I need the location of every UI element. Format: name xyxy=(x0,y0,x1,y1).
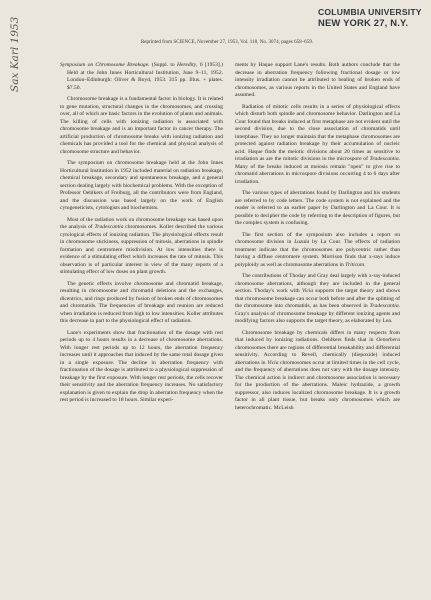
paragraph: The genetic effects involve chromosome and chromatid breakage, resulting in chromosome and chromatid deletions and the exchanges, dicentrics, and rings produced by fusion of broken ends of chromosomes and chromatids. The frequencies of breakage and reunion are reduced when irradiation is reduced from high to low intensities. Koller attributes this decrease in part to the physiological effect of radiation. xyxy=(60,280,223,324)
stamp-city: NEW YORK 27, N.Y. xyxy=(318,16,409,28)
paragraph: The various types of aberrations found by Darlington and his students are referred to by code letters. The code system is not explained and the reader is referred to an earlier paper by Darlington and La Cour. It is possible to decipher the code by referring to the description of figures, but the complex system is confusing. xyxy=(235,190,400,226)
stamp-top-cut: ▔▔▔▔▔▔▔▔▔▔▔▔▔▔▔▔▔ xyxy=(318,2,403,8)
book-reference xyxy=(60,62,223,92)
paragraph: Chromosome breakage by chemicals differs in many respects from that induced by ionizing radiations. Oehlkers finds that in Oenothera chromosomes there are regions of differential breakability and differential sensitivity. According to Revell, chemically (diepoxide) induced aberrations in Vicia chromosomes occur at limited times in the cell cycle, and the frequency of aberrations does not vary with the dosage intensity. The chemical action is indirect and chromosome association is necessary for the production of the aberrations. Maleic hydrazide, a growth suppressor, also induces localized chromosome breakage. It is a growth factor in all plant tissue, but breaks only chromosomes which are heterochromatic. McLeish xyxy=(235,329,401,411)
handwritten-margin-note xyxy=(0,0,40,110)
paragraph: The first section of the symposium also includes a report on chromosome division in Luzula by La Cour. The effects of radiation treatment indicate that the chromosomes are polycentric rather than having a diffuse centromere system. Morrison finds that x-rays induce polyploidy as well as chromosome aberrations in Triticum. xyxy=(235,231,400,268)
paragraph: Chromosome breakage is a fundamental factor in biology. It is related to gene mutation, structural changes in the chromosomes, and crossing over, all of which are basic factors in the evolution of plants and animals. The killing of cells with ionizing radiation is associated with chromosome breakage and is an important factor in cancer therapy. The artificial production of chromosome breaks with ionizing radiation and chemicals has provided a tool for the chemical and physical analysis of chromosome structure and behavior. xyxy=(60,96,223,155)
paragraph: ments by Haque support Lane's results. Both authors conclude that the decrease in aberration frequency following fractional dosage or low intensity irradiation cannot be attributed to healing of broken ends of chromosomes, as various reports in the United States and England have assumed. xyxy=(235,62,400,98)
book-title: Symposium on Chromosome Breakage. xyxy=(60,62,150,68)
paragraph: Lane's experiments show that fractionation of the dosage with rest periods up to 4 hours results in a decrease of chromosome aberrations. With longer rest periods up to 12 hours, the aberration frequency increases until it approaches that induced by the same total dosage given in a single exposure. The decline in aberration frequency with fractionation of the dosage is attributed to a physiological suppression of breakage by the first exposure. With longer rest periods, the cells recover their sensitivity and the aberration frequency increases. No satisfactory explanation is given to explain the drop in aberration frequency when the rest period is increased to 18 hours. Similar experi- xyxy=(60,329,223,403)
margin-note-text: Sax Karl 1953 xyxy=(9,16,21,92)
paragraph: Most of the radiation work on chromosome breakage was based upon the analysis of Tradescantia chromosomes. Koller described the various cytological effects of ionizing radiation. The physiological effects result in chromosome stickiness, suppression of mitosis, aberrations in spindle formation and centromere misdivision. At low intensities there is evidence of a stimulating effect which increases the rate of mitosis. This observation is of particular interest in view of the many reports of a stimulating effect of low doses on plant growth. xyxy=(60,216,223,275)
left-column xyxy=(60,62,223,405)
library-stamp xyxy=(318,2,426,28)
reprint-line: Reprinted from SCIENCE, November 27, 1953, Vol. 118, No. 3074, pages 658–659. xyxy=(140,39,314,45)
stamp-university: COLUMBIA UNIVERSITY xyxy=(318,7,422,17)
paragraph: Radiation of mitotic cells results in a series of physiological effects which disturb both spindle and chromosome behavior. Darlington and La Cour found that breaks induced at first metaphase are not evident until the second division, due to the close association of chromatids until interphase. They no longer maintain that the metaphase chromosomes are protected against radiation breakage by their accumulation of nucleic acid. Haque finds the meiotic divisions about 20 times as sensitive to irradiation as are the mitotic divisions in the microspore of Tradescantia. Many of the breaks induced at meiosis remain "open" to give rise to chromatid aberrations in microspore divisions occurring 4 to 6 days after irradiation. xyxy=(235,103,400,185)
paragraph: The contributions of Thoday and Gray deal largely with x-ray-induced chromosome aberrations, although they are included in the general section. Thoday's work with Vicia supports the target theory and shows that chromosome breakage can occur both before and after the splitting of the chromosome into chromatids, as has been observed in Tradescantia. Gray's analysis of chromosome breakage by different ionizing agents and modifying factors also supports the target theory, as elaborated by Lea. xyxy=(235,273,400,324)
book-details: (Suppl. to Heredity, 6 [1953].) Held at the John Innes Horticultural Institution, June 9–11, 1952. London–Edinburgh: Oliver & Boyd, 1953. 315 pp. Illus. + plates. $7.50. xyxy=(67,62,223,91)
right-column xyxy=(235,62,400,412)
paragraph: The symposium on chromosome breakage held at the John Innes Horticultural Institution in 1952 included material on radiation breakage, chemical breakage, secondary and spontaneous breakage, and a general section dealing largely with biochemical problems. With the exception of Professor Oehlkers of Freiburg, all the contributors were from England, and the discussion was based largely on the work of English cytogeneticists, cytologists and biochemists. xyxy=(60,160,223,211)
